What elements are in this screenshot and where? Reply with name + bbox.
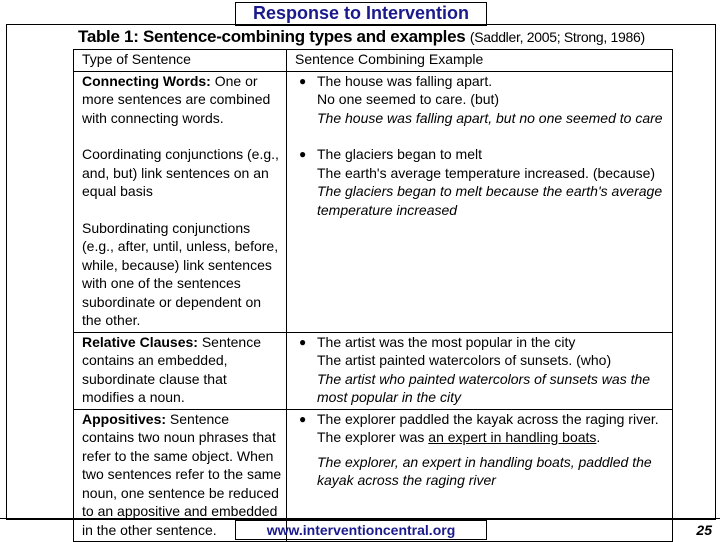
type-description: Connecting Words: One or more sentences are combined with connecting words. [82,72,271,126]
example-item: ● The glaciers began to melt The earth's average temperature increased. (because) The glaciers began to melt because the earth's average temperature increased [299,146,663,218]
type-term: Connecting Words: [82,72,211,89]
type-description: Sentence contains two noun phrases that refer to the same object. When two sentences refer to the same noun, one sentence be reduced to an appositive and embedded in the other sentence. [82,410,282,538]
bullet-icon: ● [299,411,307,426]
type-term: Relative Clauses: [82,333,198,350]
column-header: Type of Sentence [74,50,287,72]
table-row [74,332,673,409]
slide-title: Response to Intervention [235,2,487,26]
type-description: Subordinating conjunctions (e.g., after, until, unless, before, while, because) link sentences with one of the sentences subordinate or dependent on the other. [82,219,279,328]
caption-citation: (Saddler, 2005; Strong, 1986) [469,29,645,45]
type-term: Appositives: [82,410,167,427]
bullet-icon: ● [299,147,307,161]
page-number: 25 [696,522,712,538]
table-caption [78,27,645,47]
bullet-icon: ● [299,73,307,88]
type-cell [74,332,287,409]
type-description: Coordinating conjunctions (e.g., and, but) link sentences on an equal basis [82,146,279,199]
caption-label: Table 1: Sentence-combining types and examples [78,27,466,46]
footer-url[interactable]: www.interventioncentral.org [235,520,487,540]
table-header-row [74,50,673,72]
type-cell [74,71,287,332]
example-item: ● The house was falling apart. No one seemed to care. (but) The house was falling apart, but no one seemed to care [299,72,663,126]
example-cell [287,332,673,409]
type-description: Sentence contains an embedded, subordinate clause that modifies a noun. [82,333,262,405]
example-item: ● The artist was the most popular in the city The artist painted watercolors of sunsets. (who) The artist who painted watercolors of sunsets was the most popular in the city [299,333,651,405]
bullet-icon: ● [299,334,307,349]
sentence-combining-table [73,49,673,542]
table-row [74,71,673,332]
column-header: Sentence Combining Example [287,50,673,72]
example-cell [287,71,673,332]
example-item: ● The explorer paddled the kayak across the raging river. The explorer was an expert in handling boats. The explorer, an expert in handling boats, paddled the kayak across the raging river [299,410,659,488]
